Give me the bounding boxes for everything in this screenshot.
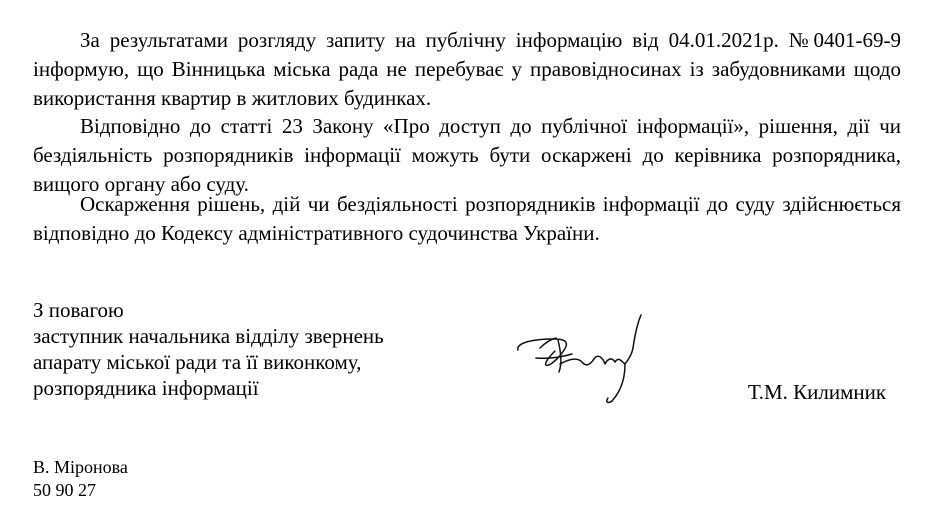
executor-name: В. Міронова [33,457,128,477]
closing-line: З повагою [33,298,124,322]
position-line-2: апарату міської ради та її виконкому, [33,350,362,374]
body-paragraph-3: Оскарження рішень, дій чи бездіяльності розпорядників інформації до суду здійснюється відповідно до Кодексу адміністративного судочинства України. [33,192,901,245]
body-paragraph-1: За результатами розгляду запиту на публічну інформацію від 04.01.2021р. №0401-69-9 інформую, що Вінницька міська рада не перебуває у правовідносинах із забудовниками щодо використання квартир в житлових будинках. [33,28,901,110]
handwritten-signature [512,312,652,407]
executor-phone: 50 90 27 [33,480,96,500]
signature-block [33,297,384,401]
executor-info [33,456,128,502]
body-paragraph-2: Відповідно до статті 23 Закону «Про доступ до публічної інформації», рішення, дії чи бездіяльність розпорядників інформації можуть бути оскаржені до керівника розпорядника, вищого органу або суду. [33,114,901,196]
position-line-3: розпорядника інформації [33,376,259,400]
position-line-1: заступник начальника відділу звернень [33,324,384,348]
signer-name: Т.М. Килимник [748,380,887,404]
